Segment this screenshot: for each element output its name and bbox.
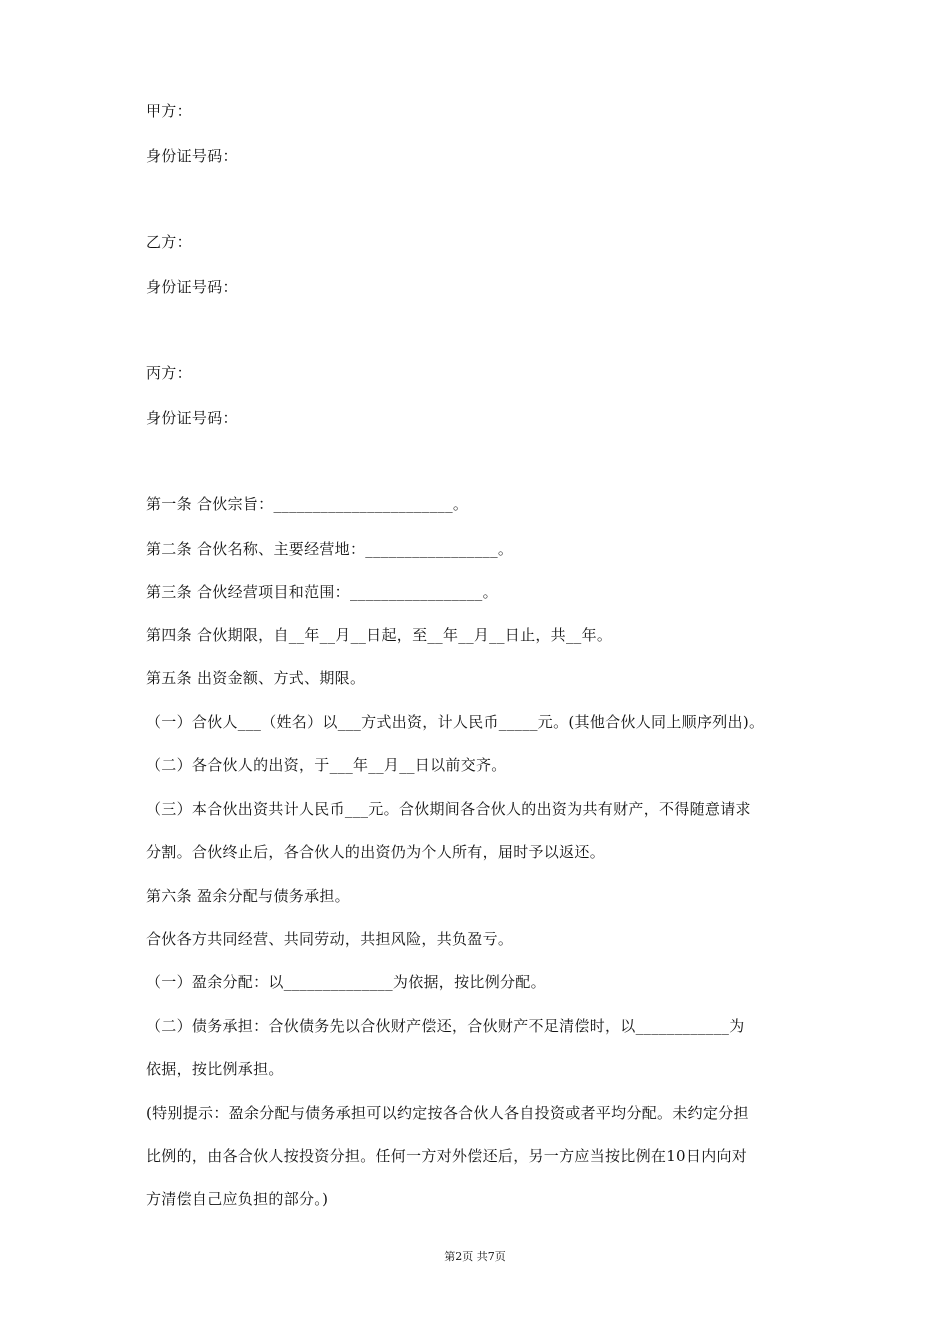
article-5-clause-3-line-1: （三）本合伙出资共计人民币___元。合伙期间各合伙人的出资为共有财产，不得随意请求 (146, 800, 751, 818)
article-1: 第一条 合伙宗旨：_______________________。 (146, 495, 469, 513)
article-3: 第三条 合伙经营项目和范围：_________________。 (146, 583, 498, 601)
party-a-label: 甲方： (146, 102, 192, 120)
special-note-line-2: 比例的，由各合伙人按投资分担。任何一方对外偿还后，另一方应当按比例在10日内向对 (146, 1147, 748, 1165)
article-6-intro: 合伙各方共同经营、共同劳动，共担风险，共负盈亏。 (146, 930, 514, 948)
article-5-clause-2: （二）各合伙人的出资，于___年__月__日以前交齐。 (146, 756, 507, 774)
article-4: 第四条 合伙期限，自__年__月__日起，至__年__月__日止，共__年。 (146, 626, 613, 644)
article-6: 第六条 盈余分配与债务承担。 (146, 887, 350, 905)
party-c-label: 丙方： (146, 364, 192, 382)
article-2: 第二条 合伙名称、主要经营地：_________________。 (146, 540, 514, 558)
party-c-id-label: 身份证号码： (146, 409, 238, 427)
article-6-clause-1: （一）盈余分配：以______________为依据，按比例分配。 (146, 973, 546, 991)
party-a-id-label: 身份证号码： (146, 147, 238, 165)
party-b-label: 乙方： (146, 233, 192, 251)
article-5-clause-1: （一）合伙人___（姓名）以___方式出资，计人民币_____元。(其他合伙人同上顺序列出)。 (146, 713, 765, 731)
article-6-clause-2-line-1: （二）债务承担：合伙债务先以合伙财产偿还，合伙财产不足清偿时，以____________为 (146, 1017, 745, 1035)
special-note-line-1: (特别提示：盈余分配与债务承担可以约定按各合伙人各自投资或者平均分配。未约定分担 (146, 1104, 749, 1122)
party-b-id-label: 身份证号码： (146, 278, 238, 296)
article-5: 第五条 出资金额、方式、期限。 (146, 669, 366, 687)
special-note-line-3: 方清偿自己应负担的部分。) (146, 1190, 329, 1208)
article-6-clause-2-line-2: 依据，按比例承担。 (146, 1060, 284, 1078)
page-number: 第2页 共7页 (444, 1250, 506, 1263)
article-5-clause-3-line-2: 分割。合伙终止后，各合伙人的出资仍为个人所有，届时予以返还。 (146, 843, 606, 861)
